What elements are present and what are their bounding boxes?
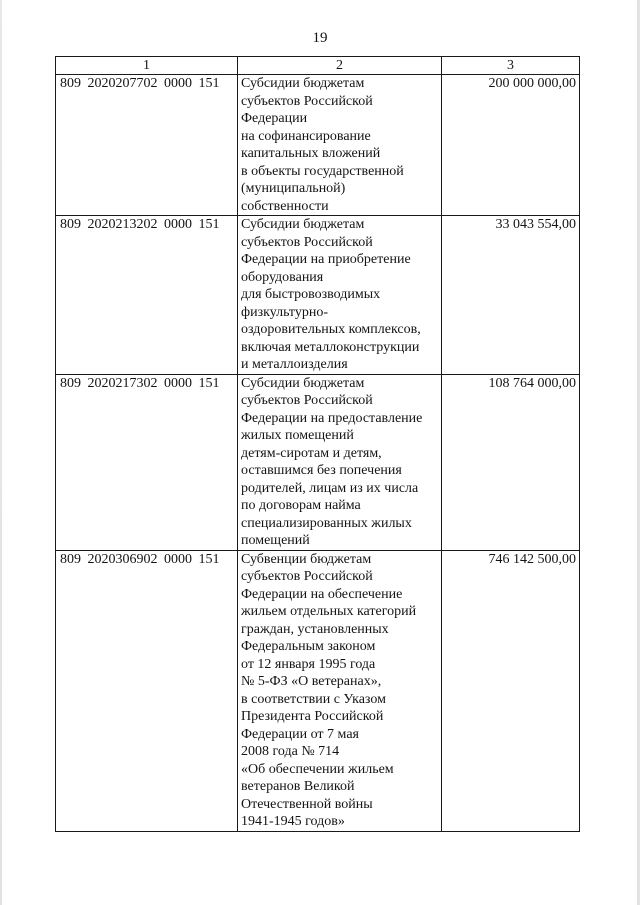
header-row [56, 57, 580, 75]
column-header-1: 1 [56, 57, 238, 75]
description-line: (муниципальной) [241, 181, 346, 196]
description-line: на софинансирование [241, 128, 371, 144]
description-line: от 12 января 1995 года [241, 656, 376, 672]
budget-code-cell: 809 2020213202 0000 151 [56, 216, 238, 375]
description-line: физкультурно- [241, 304, 329, 320]
description-line: «Об обеспечении жильем [241, 761, 394, 777]
budget-code-cell: 809 2020217302 0000 151 [56, 374, 238, 550]
table-row [56, 374, 580, 550]
description-line: Субсидии бюджетам [241, 217, 365, 232]
description-line: субъектов Российской [241, 393, 373, 408]
scan-edge-left [0, 0, 2, 905]
amount-cell: 33 043 554,00 [442, 216, 580, 375]
amount-cell: 108 764 000,00 [442, 374, 580, 550]
amount-cell: 746 142 500,00 [442, 550, 580, 831]
description-line: по договорам найма [241, 498, 361, 513]
description-line: оборудования [241, 269, 324, 285]
description-line: Федеральным законом [241, 639, 376, 654]
description-line: жилых помещений [241, 428, 354, 443]
description-line: жильем отдельных категорий [241, 604, 417, 619]
description-cell [238, 374, 442, 550]
description-cell [238, 216, 442, 375]
description-line: для быстровозводимых [241, 287, 381, 302]
description-line: специализированных жилых [241, 515, 412, 531]
description-line: субъектов Российской [241, 93, 373, 109]
description-line: 2008 года № 714 [241, 744, 340, 759]
description-line: Президента Российской [241, 709, 384, 724]
description-line: субъектов Российской [241, 234, 373, 250]
table-row [56, 75, 580, 216]
description-line: в соответствии с Указом [241, 691, 386, 707]
description-cell [238, 75, 442, 216]
description-cell [238, 550, 442, 831]
description-line: 1941-1945 годов» [241, 814, 345, 829]
description-line: в объекты государственной [241, 163, 404, 179]
description-line: граждан, установленных [241, 621, 389, 637]
description-line: субъектов Российской [241, 569, 373, 584]
budget-code-cell: 809 2020306902 0000 151 [56, 550, 238, 831]
description-line: Субсидии бюджетам [241, 375, 365, 391]
column-header-2: 2 [238, 57, 442, 75]
description-line: Федерации на предоставление [241, 410, 423, 426]
description-line: детям-сиротам и детям, [241, 445, 382, 461]
description-line: помещений [241, 533, 310, 548]
description-line: Субвенции бюджетам [241, 551, 372, 567]
description-line: оставшимся без попечения [241, 463, 402, 478]
description-line: капитальных вложений [241, 146, 381, 161]
description-line: включая металлоконструкции [241, 339, 420, 355]
description-line: Отечественной войны [241, 796, 373, 812]
table-body [56, 75, 580, 832]
description-line: родителей, лицам из их числа [241, 480, 419, 496]
description-line: Федерации на обеспечение [241, 586, 403, 602]
description-line: № 5-ФЗ «О ветеранах», [241, 674, 382, 689]
description-line: собственности [241, 198, 329, 214]
description-line: Федерации на приобретение [241, 252, 411, 267]
budget-table [55, 56, 580, 832]
description-line: оздоровительных комплексов, [241, 322, 421, 337]
description-line: Субсидии бюджетам [241, 76, 365, 91]
budget-code-cell: 809 2020207702 0000 151 [56, 75, 238, 216]
column-header-3: 3 [442, 57, 580, 75]
amount-cell: 200 000 000,00 [442, 75, 580, 216]
table-row [56, 216, 580, 375]
page-number: 19 [312, 30, 328, 46]
description-line: и металлоизделия [241, 357, 348, 372]
table-row [56, 550, 580, 831]
description-line: Федерации [241, 111, 308, 126]
description-line: Федерации от 7 мая [241, 726, 359, 742]
description-line: ветеранов Великой [241, 779, 355, 794]
